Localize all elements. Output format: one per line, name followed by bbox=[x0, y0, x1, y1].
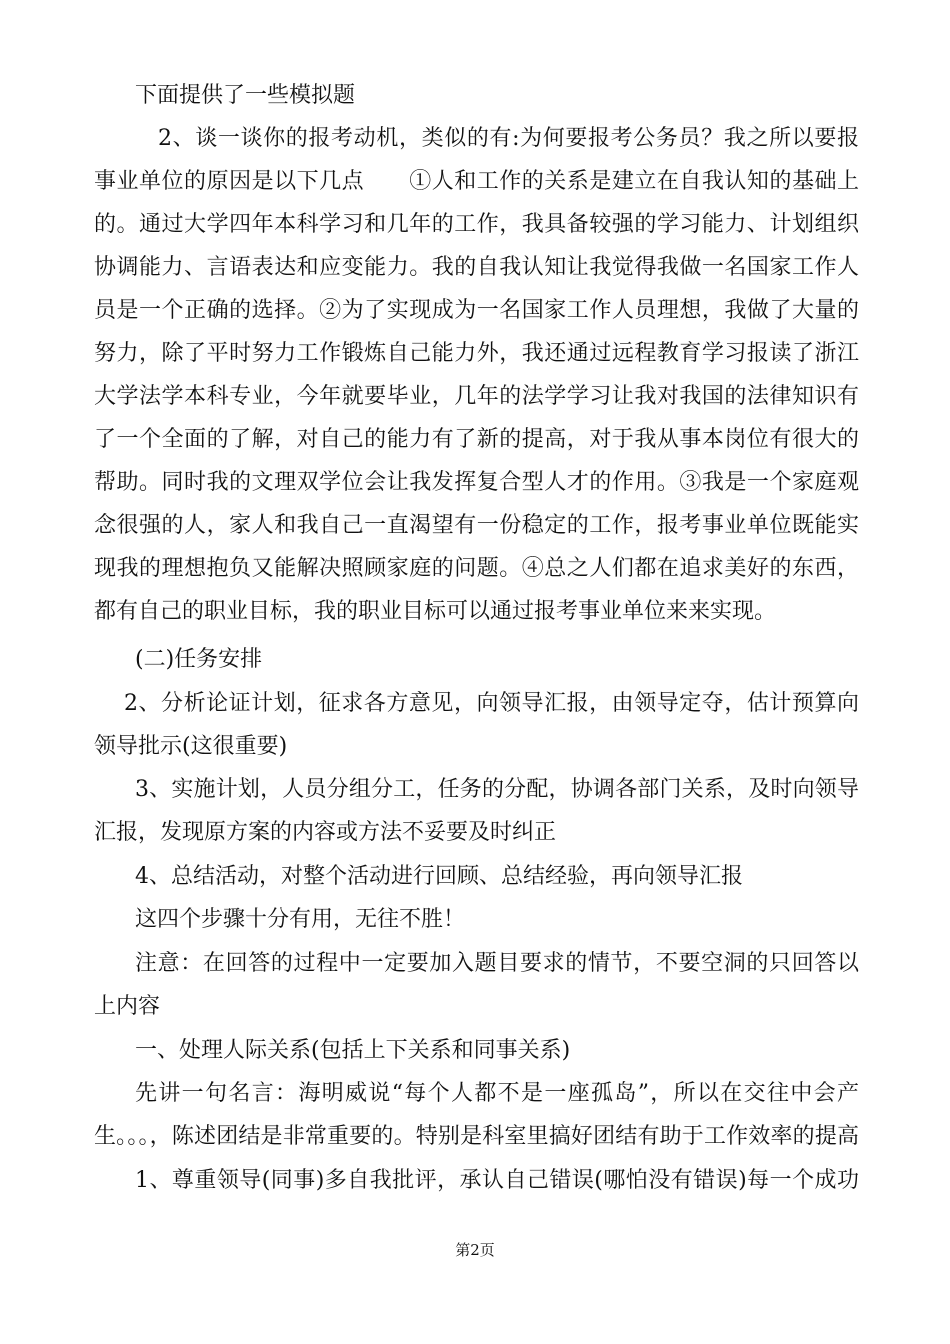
text-line: 都有自己的职业目标，我的职业目标可以通过报考事业单位来来实现。 bbox=[94, 599, 777, 624]
text-line: 事业单位的原因是以下几点 ①人和工作的关系是建立在自我认知的基础上 bbox=[94, 169, 859, 194]
text-line: 下面提供了一些模拟题 bbox=[135, 83, 356, 108]
text-line: 汇报，发现原方案的内容或方法不妥要及时纠正 bbox=[94, 820, 557, 845]
text-line: 员是一个正确的选择。②为了实现成为一名国家工作人员理想，我做了大量的 bbox=[94, 298, 859, 323]
page-number: 第2页 bbox=[455, 1241, 495, 1259]
text-line: 上内容 bbox=[94, 994, 161, 1019]
text-line: 这四个步骤十分有用，无往不胜！ bbox=[135, 907, 466, 932]
text-line: 念很强的人，家人和我自己一直渴望有一份稳定的工作，报考事业单位既能实 bbox=[94, 513, 859, 538]
text-line: 2、谈一谈你的报考动机，类似的有:为何要报考公务员？我之所以要报 bbox=[158, 126, 859, 151]
text-line: 2、分析论证计划，征求各方意见，向领导汇报，由领导定夺，估计预算向 bbox=[124, 691, 859, 716]
text-line: 帮助。同时我的文理双学位会让我发挥复合型人才的作用。③我是一个家庭观 bbox=[94, 470, 859, 495]
text-line: 1、尊重领导(同事)多自我批评，承认自己错误(哪怕没有错误)每一个成功 bbox=[135, 1168, 859, 1193]
text-line: 现我的理想抱负又能解决照顾家庭的问题。④总之人们都在追求美好的东西， bbox=[94, 556, 859, 581]
text-line: 先讲一句名言：海明威说“每个人都不是一座孤岛”，所以在交往中会产 bbox=[135, 1081, 859, 1106]
section-heading: 一、处理人际关系(包括上下关系和同事关系) bbox=[135, 1038, 571, 1063]
text-line: 了一个全面的了解，对自己的能力有了新的提高，对于我从事本岗位有很大的 bbox=[94, 427, 859, 452]
text-line: 大学法学本科专业，今年就要毕业，几年的法学学习让我对我国的法律知识有 bbox=[94, 384, 859, 409]
text-line: 的。通过大学四年本科学习和几年的工作，我具备较强的学习能力、计划组织 bbox=[94, 212, 859, 237]
section-heading: (二)任务安排 bbox=[135, 647, 263, 672]
text-line: 领导批示(这很重要) bbox=[94, 734, 288, 759]
text-line: 4、总结活动，对整个活动进行回顾、总结经验，再向领导汇报 bbox=[135, 864, 743, 889]
text-line: 生。。。，陈述团结是非常重要的。特别是科室里搞好团结有助于工作效率的提高 bbox=[94, 1124, 859, 1149]
text-line: 注意：在回答的过程中一定要加入题目要求的情节，不要空洞的只回答以 bbox=[135, 951, 859, 976]
text-line: 3、实施计划，人员分组分工，任务的分配，协调各部门关系，及时向领导 bbox=[135, 777, 859, 802]
text-line: 努力，除了平时努力工作锻炼自己能力外，我还通过远程教育学习报读了浙江 bbox=[94, 341, 859, 366]
text-line: 协调能力、言语表达和应变能力。我的自我认知让我觉得我做一名国家工作人 bbox=[94, 255, 859, 280]
